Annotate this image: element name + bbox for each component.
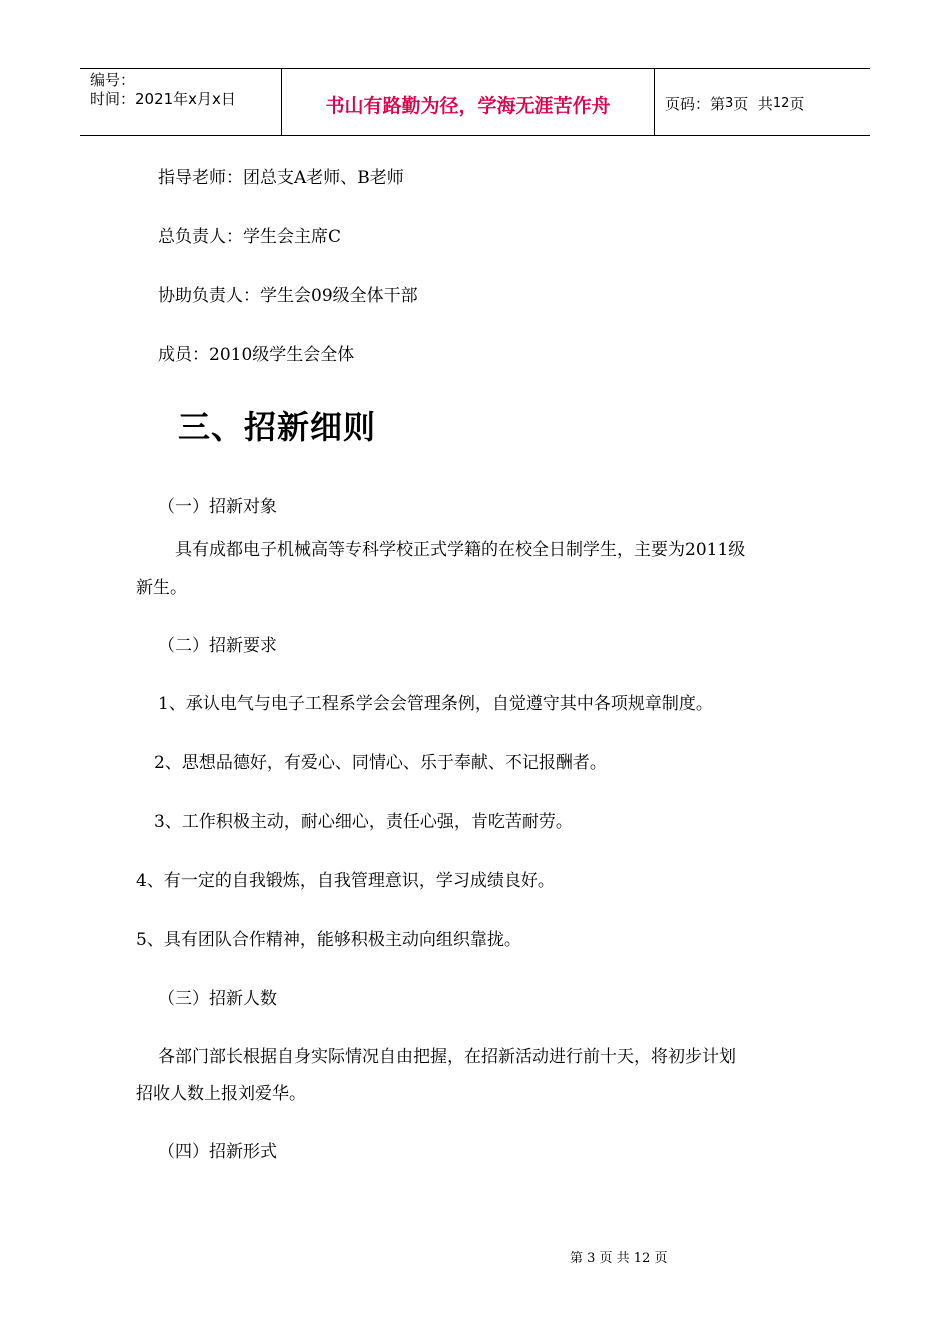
paragraph-line: 招收人数上报刘爱华。 — [136, 1084, 306, 1104]
header-meta — [80, 69, 282, 135]
subsection-title-3: （三）招新人数 — [158, 989, 277, 1009]
requirement-item: 5、具有团队合作精神，能够积极主动向组织靠拢。 — [136, 930, 521, 950]
assistant-line: 协助负责人：学生会09级全体干部 — [158, 286, 418, 306]
members-line: 成员：2010级学生会全体 — [158, 345, 355, 365]
paragraph-line: 各部门部长根据自身实际情况自由把握，在招新活动进行前十天，将初步计划 — [158, 1047, 736, 1067]
page-label-suffix: 页 — [789, 94, 805, 113]
page-footer: 第 3 页 共 12 页 — [570, 1251, 668, 1266]
paragraph-line: 具有成都电子机械高等专科学校正式学籍的在校全日制学生，主要为2011级 — [175, 540, 746, 560]
requirement-item: 1、承认电气与电子工程系学会会管理条例，自觉遵守其中各项规章制度。 — [158, 694, 713, 714]
section-heading: 三、招新细则 — [178, 408, 377, 446]
page-current: 3 — [725, 95, 734, 111]
requirement-item: 4、有一定的自我锻炼，自我管理意识，学习成绩良好。 — [136, 871, 555, 891]
document-time-label: 时间：2021年x月x日 — [90, 90, 236, 108]
page-label-prefix: 页码：第 — [665, 94, 726, 113]
header-page-info — [655, 69, 870, 135]
advisor-line: 指导老师：团总支A老师、B老师 — [158, 168, 404, 188]
requirement-item: 3、工作积极主动，耐心细心，责任心强，肯吃苦耐劳。 — [154, 812, 573, 832]
subsection-title-4: （四）招新形式 — [158, 1142, 277, 1162]
header-motto: 书山有路勤为径，学海无涯苦作舟 — [282, 69, 655, 135]
page-header — [80, 68, 870, 136]
chief-line: 总负责人：学生会主席C — [158, 227, 342, 247]
document-number-label: 编号： — [90, 71, 136, 89]
page-label-mid: 页 共 — [733, 94, 773, 113]
subsection-title-2: （二）招新要求 — [158, 636, 277, 656]
paragraph-line: 新生。 — [136, 578, 187, 598]
subsection-title-1: （一）招新对象 — [158, 497, 277, 517]
requirement-item: 2、思想品德好，有爱心、同情心、乐于奉献、不记报酬者。 — [154, 753, 607, 773]
page-total: 12 — [772, 95, 790, 111]
